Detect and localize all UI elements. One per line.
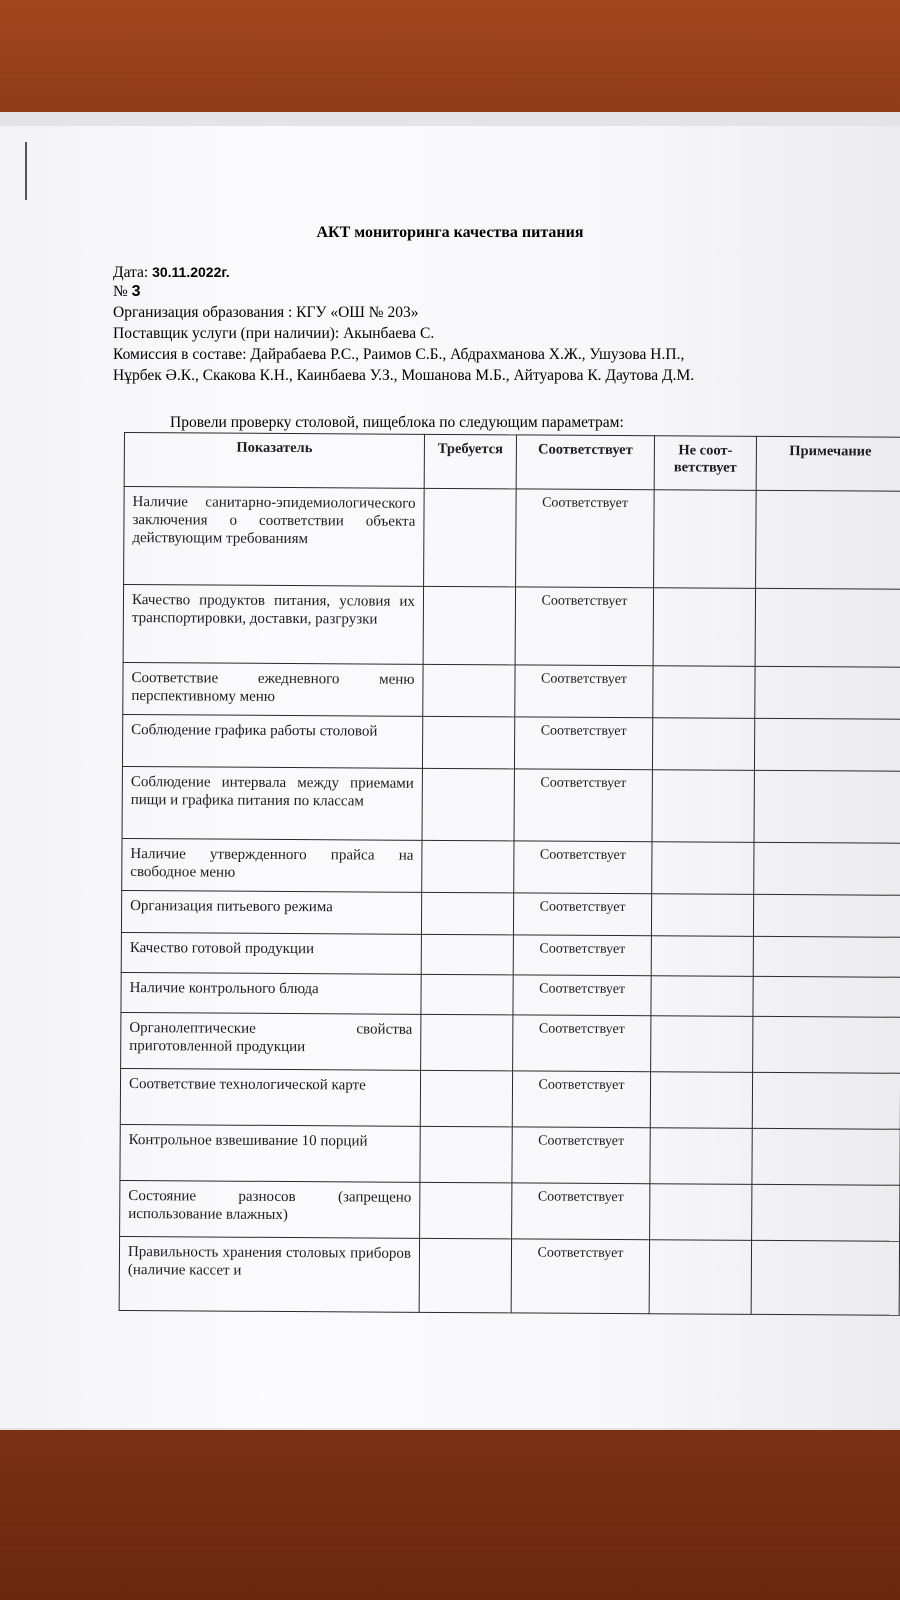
header-complies: Соответствует — [516, 435, 654, 490]
cell-not-complies — [653, 666, 755, 719]
header-indicator: Показатель — [124, 433, 424, 489]
number-label: № — [113, 283, 128, 300]
cell-not-complies — [650, 1184, 752, 1241]
cell-complies: Соответствует — [513, 975, 651, 1016]
cell-indicator: Состояние разносов (запрещено использование влажных) — [120, 1180, 420, 1238]
cell-required — [419, 1238, 511, 1313]
cell-not-complies — [652, 718, 754, 771]
cell-note — [753, 1016, 900, 1073]
intro-text: Провели проверку столовой, пищеблока по следующим параметрам: — [170, 414, 624, 431]
staple-mark — [25, 142, 27, 200]
cell-complies: Соответствует — [516, 489, 655, 588]
cell-required — [421, 1014, 513, 1071]
table-row — [122, 766, 900, 843]
supplier-line: Поставщик услуги (при наличии): Акынбаева С. — [113, 325, 435, 342]
cell-complies: Соответствует — [513, 1015, 651, 1072]
cell-required — [424, 488, 517, 587]
cell-indicator: Соответствие ежедневного меню перспективному меню — [123, 662, 423, 716]
organization-line: Организация образования : КГУ «ОШ № 203» — [113, 304, 419, 321]
cell-not-complies — [653, 588, 755, 667]
cell-not-complies — [651, 976, 753, 1017]
cell-note — [754, 842, 900, 895]
cell-indicator: Органолептические свойства приготовленной продукции — [121, 1012, 421, 1070]
cell-note — [754, 770, 900, 843]
number-value: 3 — [131, 283, 141, 300]
table-row — [121, 890, 900, 937]
cell-indicator: Правильность хранения столовых приборов (наличие кассет и — [119, 1236, 419, 1312]
document-title: АКТ мониторинга качества питания — [316, 224, 584, 241]
table-row — [121, 932, 900, 977]
cell-indicator: Наличие утвержденного прайса на свободное меню — [122, 838, 422, 892]
date-value: 30.11.2022г. — [152, 264, 230, 280]
background-bottom — [0, 1430, 900, 1600]
cell-required — [420, 1126, 512, 1183]
cell-indicator: Наличие контрольного блюда — [121, 972, 421, 1014]
cell-complies: Соответствует — [514, 717, 652, 770]
table-header-row — [124, 433, 900, 492]
table-row — [121, 1012, 900, 1073]
cell-required — [421, 974, 513, 1015]
commission-line-2: Нұрбек Ә.К., Скакова К.Н., Каинбаева У.З., Мошанова М.Б., Айтуарова К. Даутова Д.М. — [113, 367, 695, 384]
cell-complies: Соответствует — [515, 587, 653, 666]
table-row — [123, 662, 900, 719]
cell-required — [422, 768, 514, 841]
table-row — [120, 1180, 900, 1241]
cell-required — [423, 664, 515, 717]
table-row — [122, 838, 900, 895]
table-row — [120, 1124, 900, 1185]
table-row — [123, 585, 900, 668]
table-row — [124, 487, 900, 590]
date-line — [113, 262, 230, 283]
cell-not-complies — [651, 936, 753, 977]
cell-complies: Соответствует — [513, 893, 651, 936]
header-not-complies: Не соот-ветствует — [654, 436, 756, 491]
table-row — [120, 1068, 900, 1129]
cell-indicator: Качество продуктов питания, условия их транспортировки, доставки, разгрузки — [123, 585, 423, 665]
cell-complies: Соответствует — [513, 935, 651, 976]
date-label: Дата: — [113, 264, 149, 281]
table-row — [119, 1236, 899, 1315]
cell-complies: Соответствует — [514, 769, 652, 842]
cell-note — [751, 1240, 899, 1315]
cell-indicator: Наличие санитарно-эпидемиологического заключения о соответствии объекта действующим требованиям — [124, 487, 425, 587]
cell-not-complies — [652, 842, 754, 895]
cell-not-complies — [652, 770, 754, 843]
cell-note — [755, 666, 900, 719]
cell-not-complies — [650, 1128, 752, 1185]
table-row — [121, 972, 900, 1017]
cell-note — [752, 1184, 900, 1241]
cell-required — [422, 716, 514, 769]
cell-complies: Соответствует — [512, 1183, 650, 1240]
commission-line-1: Комиссия в составе: Дайрабаева Р.С., Раимов С.Б., Абдрахманова Х.Ж., Ушузова Н.П., — [113, 346, 685, 363]
cell-note — [753, 936, 900, 977]
cell-note — [755, 588, 900, 667]
cell-required — [420, 1182, 512, 1239]
cell-complies: Соответствует — [515, 665, 653, 718]
cell-note — [754, 718, 900, 771]
cell-indicator: Соблюдение графика работы столовой — [122, 714, 422, 768]
cell-indicator: Качество готовой продукции — [121, 932, 421, 974]
background-top — [0, 0, 900, 130]
cell-not-complies — [651, 894, 753, 937]
cell-required — [423, 586, 515, 665]
cell-not-complies — [650, 1072, 752, 1129]
cell-complies: Соответствует — [511, 1239, 649, 1314]
cell-indicator: Организация питьевого режима — [121, 890, 421, 934]
header-required: Требуется — [424, 434, 516, 489]
cell-note — [753, 976, 900, 1017]
cell-complies: Соответствует — [512, 1127, 650, 1184]
cell-complies: Соответствует — [512, 1071, 650, 1128]
table-row — [122, 714, 900, 771]
cell-note — [756, 490, 900, 589]
cell-required — [422, 840, 514, 893]
cell-indicator: Соответствие технологической карте — [120, 1068, 420, 1126]
inspection-table — [119, 432, 900, 1316]
cell-indicator: Контрольное взвешивание 10 порций — [120, 1124, 420, 1182]
cell-note — [753, 894, 900, 937]
cell-not-complies — [654, 490, 757, 589]
cell-required — [421, 934, 513, 975]
cell-complies: Соответствует — [514, 841, 652, 894]
cell-required — [421, 892, 513, 935]
cell-indicator: Соблюдение интервала между приемами пищи и графика питания по классам — [122, 766, 422, 840]
header-note: Примечание — [756, 436, 900, 491]
number-line — [113, 282, 141, 302]
cell-required — [420, 1070, 512, 1127]
cell-note — [752, 1072, 900, 1129]
cell-not-complies — [649, 1240, 751, 1315]
cell-note — [752, 1128, 900, 1185]
cell-not-complies — [651, 1016, 753, 1073]
